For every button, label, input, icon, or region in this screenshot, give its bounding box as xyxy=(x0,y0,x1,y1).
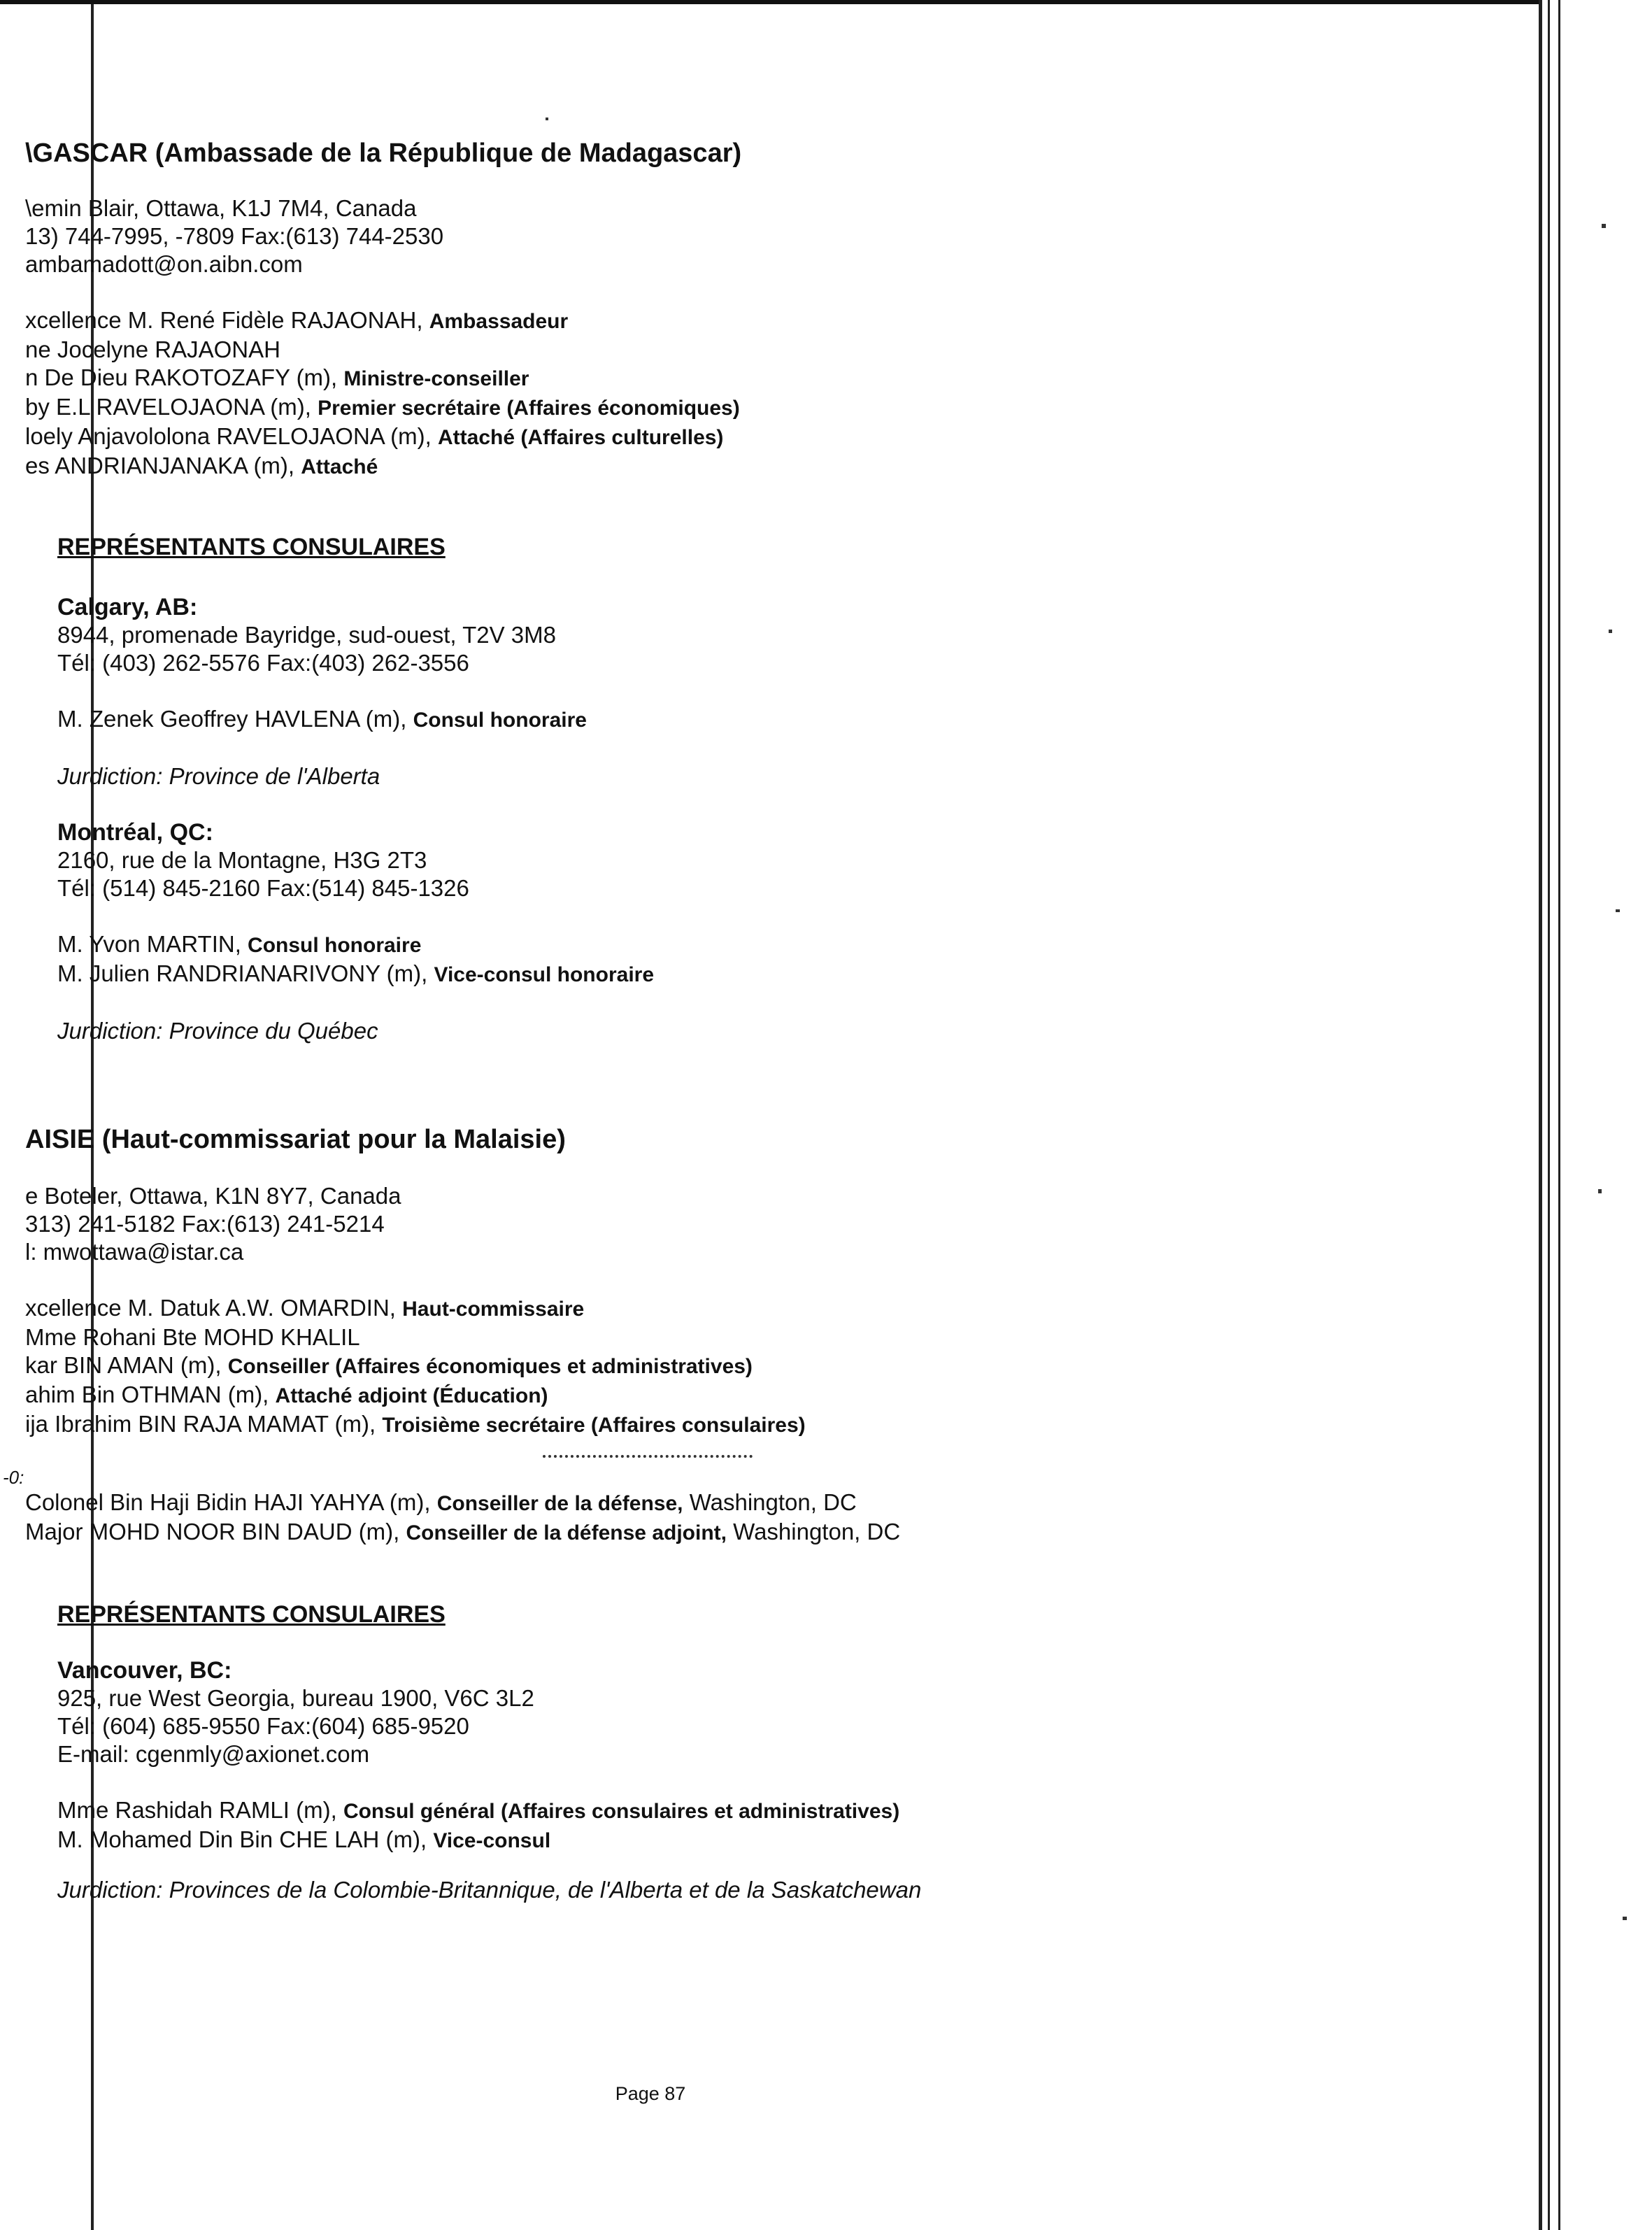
calgary-block xyxy=(57,593,587,790)
staff-role: Conseiller (Affaires économiques et administratives) xyxy=(227,1355,753,1378)
staff-role: Ambassadeur xyxy=(429,310,569,333)
consul-role: Consul général (Affaires consulaires et administratives) xyxy=(343,1800,900,1823)
malaisie-contact xyxy=(25,1182,401,1266)
section-title-malaisie: AISIE (Haut-commissariat pour la Malaisie) xyxy=(25,1125,566,1154)
staff-name: es ANDRIANJANAKA (m), xyxy=(25,453,295,478)
staff-name: loely Anjavololona RAVELOJAONA (m), xyxy=(25,423,432,449)
staff-role: Attaché (Affaires culturelles) xyxy=(437,426,724,449)
email: ambamadott@on.aibn.com xyxy=(25,251,303,277)
defense-place: Washington, DC xyxy=(733,1519,901,1544)
montreal-block xyxy=(57,818,654,1045)
staff-role: Attaché adjoint (Éducation) xyxy=(275,1384,548,1407)
phone-fax: 13) 744-7995, -7809 Fax:(613) 744-2530 xyxy=(25,223,444,249)
vancouver-block xyxy=(57,1656,921,1904)
page-number: Page 87 xyxy=(615,2083,686,2104)
defense-attaches xyxy=(25,1489,900,1547)
consul-name: M. Yvon MARTIN, xyxy=(57,931,241,957)
scan-speck xyxy=(1623,1917,1627,1920)
jurisdiction: Jurdiction: Provinces de la Colombie-Britannique, de l'Alberta et de la Saskatchewan xyxy=(57,1877,922,1903)
consul-role: Consul honoraire xyxy=(413,709,587,732)
consular-heading: REPRÉSENTANTS CONSULAIRES xyxy=(57,1601,446,1628)
scan-top-border xyxy=(0,0,1539,4)
staff-name: ahim Bin OTHMAN (m), xyxy=(25,1382,269,1407)
staff-line xyxy=(25,1381,806,1410)
staff-role: Troisième secrétaire (Affaires consulaires) xyxy=(382,1414,806,1437)
phone-fax: Tél: (514) 845-2160 Fax:(514) 845-1326 xyxy=(57,875,469,901)
consul-role: Vice-consul honoraire xyxy=(434,963,655,986)
margin-mark: -0: xyxy=(3,1467,24,1488)
phone-fax: 313) 241-5182 Fax:(613) 241-5214 xyxy=(25,1211,385,1237)
phone-fax: Tél: (403) 262-5576 Fax:(403) 262-3556 xyxy=(57,650,469,676)
staff-line xyxy=(25,422,740,452)
scan-speck xyxy=(546,118,548,120)
staff-name: Mme Rohani Bte MOHD KHALIL xyxy=(25,1324,360,1350)
madagascar-staff-list xyxy=(25,306,740,481)
dotted-separator xyxy=(543,1455,753,1458)
consul-line xyxy=(57,930,654,960)
malaisie-staff-list xyxy=(25,1294,806,1440)
staff-role: Premier secrétaire (Affaires économiques) xyxy=(318,397,740,420)
right-edge-line xyxy=(1539,0,1542,2230)
consular-heading: REPRÉSENTANTS CONSULAIRES xyxy=(57,534,446,560)
jurisdiction: Jurdiction: Province du Québec xyxy=(57,1018,378,1044)
staff-line xyxy=(25,1351,806,1381)
consul-role: Vice-consul xyxy=(433,1829,551,1852)
staff-line xyxy=(25,306,740,336)
jurisdiction: Jurdiction: Province de l'Alberta xyxy=(57,763,380,789)
staff-name: kar BIN AMAN (m), xyxy=(25,1352,222,1378)
consul-line xyxy=(57,705,587,734)
address: \emin Blair, Ottawa, K1J 7M4, Canada xyxy=(25,195,417,221)
defense-name: Major MOHD NOOR BIN DAUD (m), xyxy=(25,1519,400,1544)
scan-speck xyxy=(1609,630,1612,633)
staff-name: xcellence M. Datuk A.W. OMARDIN, xyxy=(25,1295,396,1321)
consul-line xyxy=(57,1826,921,1855)
defense-role: Conseiller de la défense adjoint, xyxy=(406,1521,727,1544)
consul-role: Consul honoraire xyxy=(248,934,422,957)
city: Montréal, QC: xyxy=(57,819,213,846)
city: Calgary, AB: xyxy=(57,594,198,620)
city: Vancouver, BC: xyxy=(57,1657,232,1684)
staff-role: Haut-commissaire xyxy=(402,1298,585,1321)
staff-line xyxy=(25,336,740,364)
staff-line xyxy=(25,1323,806,1351)
staff-line xyxy=(25,364,740,393)
staff-line xyxy=(25,452,740,481)
defense-role: Conseiller de la défense, xyxy=(436,1492,683,1515)
consul-name: Mme Rashidah RAMLI (m), xyxy=(57,1797,337,1823)
scan-speck xyxy=(1616,909,1620,912)
defense-name: Colonel Bin Haji Bidin HAJI YAHYA (m), xyxy=(25,1489,431,1515)
address: e Boteler, Ottawa, K1N 8Y7, Canada xyxy=(25,1183,401,1209)
email: l: mwottawa@istar.ca xyxy=(25,1239,244,1265)
staff-name: ija Ibrahim BIN RAJA MAMAT (m), xyxy=(25,1411,376,1437)
staff-line xyxy=(25,1294,806,1323)
address: 925, rue West Georgia, bureau 1900, V6C 3L2 xyxy=(57,1685,534,1711)
staff-name: xcellence M. René Fidèle RAJAONAH, xyxy=(25,307,423,333)
defense-line xyxy=(25,1489,900,1518)
defense-place: Washington, DC xyxy=(689,1489,857,1515)
consul-name: M. Zenek Geoffrey HAVLENA (m), xyxy=(57,706,407,732)
email: E-mail: cgenmly@axionet.com xyxy=(57,1741,370,1767)
consul-name: M. Julien RANDRIANARIVONY (m), xyxy=(57,960,428,986)
staff-role: Attaché xyxy=(301,455,378,478)
staff-name: n De Dieu RAKOTOZAFY (m), xyxy=(25,364,338,390)
scan-speck xyxy=(1598,1189,1602,1193)
consul-line xyxy=(57,1796,921,1826)
staff-name: ne Jocelyne RAJAONAH xyxy=(25,336,280,362)
right-edge-line xyxy=(1558,0,1560,2230)
phone-fax: Tél: (604) 685-9550 Fax:(604) 685-9520 xyxy=(57,1713,469,1739)
consul-name: M. Mohamed Din Bin CHE LAH (m), xyxy=(57,1826,427,1852)
madagascar-contact xyxy=(25,194,443,278)
staff-line xyxy=(25,1410,806,1440)
defense-line xyxy=(25,1518,900,1547)
section-title-madagascar: \GASCAR (Ambassade de la République de Madagascar) xyxy=(25,139,742,168)
staff-role: Ministre-conseiller xyxy=(343,367,529,390)
right-edge-line xyxy=(1548,0,1550,2230)
address: 8944, promenade Bayridge, sud-ouest, T2V 3M8 xyxy=(57,622,556,648)
scan-speck xyxy=(1602,224,1606,228)
address: 2160, rue de la Montagne, H3G 2T3 xyxy=(57,847,427,873)
staff-line xyxy=(25,393,740,422)
staff-name: by E.L RAVELOJAONA (m), xyxy=(25,394,311,420)
consul-line xyxy=(57,960,654,989)
